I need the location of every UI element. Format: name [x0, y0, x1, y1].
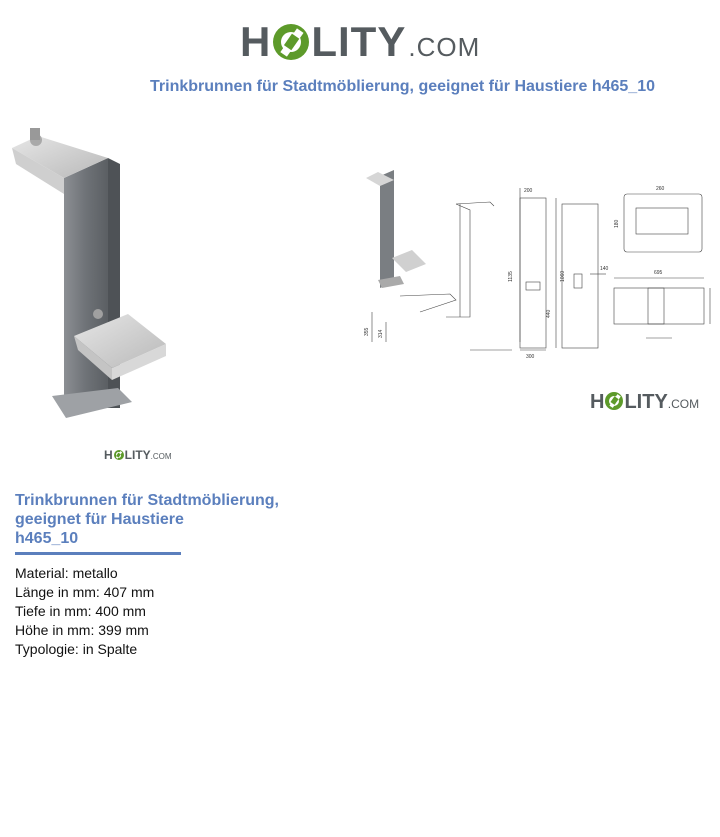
spec-list	[15, 564, 154, 659]
dim-355: 355	[364, 327, 370, 336]
dim-695: 695	[654, 270, 663, 276]
logo-o-icon	[114, 450, 124, 460]
product-photo	[8, 118, 178, 428]
dim-1135: 1135	[508, 271, 514, 282]
logo-o-icon	[605, 392, 623, 410]
spec-material: Material: metallo	[15, 565, 118, 581]
page-headline: Trinkbrunnen für Stadtmöblierung, geeignet für Haustiere h465_10	[150, 78, 655, 95]
title-divider	[15, 552, 181, 555]
technical-drawing	[360, 162, 720, 360]
logo-letter-h: H	[240, 18, 272, 65]
holity-logo[interactable]	[240, 18, 480, 66]
product-title-line2: geeignet für Haustiere	[15, 511, 184, 528]
dim-260: 260	[656, 186, 665, 192]
product-code: h465_10	[15, 530, 79, 547]
product-title	[15, 491, 315, 548]
dim-440: 440	[546, 309, 552, 318]
spec-depth: Tiefe in mm: 400 mm	[15, 603, 146, 619]
product-title-line1: Trinkbrunnen für Stadtmöblierung,	[15, 492, 279, 509]
dim-1060: 1060	[560, 270, 566, 282]
spec-typology: Typologie: in Spalte	[15, 641, 138, 657]
logo-suffix: .COM	[408, 32, 481, 62]
dim-180: 180	[614, 219, 620, 228]
holity-logo-drawing: H LITY .COM	[590, 391, 700, 413]
dim-314: 314	[378, 329, 384, 338]
dim-300: 300	[526, 354, 535, 360]
logo-letters: LITY	[311, 18, 407, 65]
logo-o-icon	[273, 24, 309, 60]
dim-200: 200	[524, 188, 533, 194]
spec-height: Höhe in mm: 399 mm	[15, 622, 149, 638]
dim-140: 140	[600, 266, 609, 272]
holity-logo-small: H LITY .COM	[104, 448, 172, 462]
spec-length: Länge in mm: 407 mm	[15, 584, 155, 600]
